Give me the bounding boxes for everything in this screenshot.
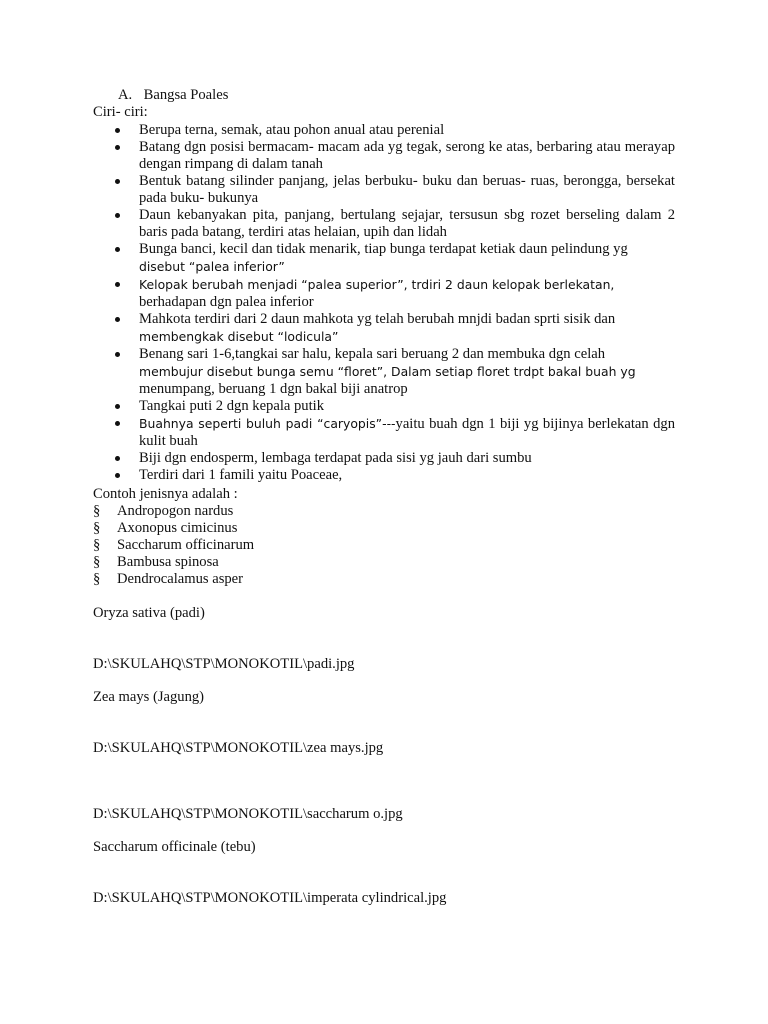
bullet-item: Batang dgn posisi bermacam- macam ada yg tegak, serong ke atas, berbaring atau merayap dengan rimpang di dalam tanah	[93, 139, 675, 173]
examples-label: Contoh jenisnya adalah :	[93, 486, 238, 502]
zea-line: Zea mays (Jagung)	[93, 689, 205, 705]
heading-label: A.	[118, 87, 133, 103]
saccharum-line: Saccharum officinale (tebu)	[93, 839, 256, 855]
bullet-item: Terdiri dari 1 famili yaitu Poaceae,	[93, 467, 675, 484]
section-heading	[118, 87, 228, 104]
bullet-item: Biji dgn endosperm, lembaga terdapat pada sisi yg jauh dari sumbu	[93, 450, 675, 467]
species-item: § Axonopus cimicinus	[93, 520, 238, 536]
bullet-item: Kelopak berubah menjadi “palea superior”, trdiri 2 daun kelopak berlekatan, berhadapan dgn palea inferior	[93, 276, 675, 311]
ciri-label: Ciri- ciri:	[93, 104, 148, 120]
padi-file-path: D:\SKULAHQ\STP\MONOKOTIL\padi.jpg	[93, 656, 355, 672]
characteristics-list	[93, 122, 675, 484]
bullet-item: Daun kebanyakan pita, panjang, bertulang sejajar, tersusun sbg rozet berseling dalam 2 baris pada batang, terdiri atas helaian, upih dan lidah	[93, 207, 675, 241]
species-item: § Bambusa spinosa	[93, 554, 219, 570]
species-list	[93, 503, 254, 588]
bullet-item: Berupa terna, semak, atau pohon anual atau perenial	[93, 122, 675, 139]
species-item: § Andropogon nardus	[93, 503, 234, 519]
bullet-item: Bentuk batang silinder panjang, jelas berbuku- buku dan beruas- ruas, berongga, bersekat pada buku- bukunya	[93, 173, 675, 207]
imperata-file-path: D:\SKULAHQ\STP\MONOKOTIL\imperata cylindrical.jpg	[93, 890, 447, 906]
species-item: § Dendrocalamus asper	[93, 571, 244, 587]
bullet-item: Mahkota terdiri dari 2 daun mahkota yg telah berubah mnjdi badan sprti sisik dan membengkak disebut “lodicula”	[93, 311, 675, 346]
bullet-item: Bunga banci, kecil dan tidak menarik, tiap bunga terdapat ketiak daun pelindung yg disebut “palea inferior”	[93, 241, 675, 276]
bullet-item: Buahnya seperti buluh padi “caryopis”---yaitu buah dgn 1 biji yg bijinya berlekatan dgn kulit buah	[93, 415, 675, 450]
bullet-item: Tangkai puti 2 dgn kepala putik	[93, 398, 675, 415]
heading-title: Bangsa Poales	[143, 87, 229, 103]
saccharum-file-path: D:\SKULAHQ\STP\MONOKOTIL\saccharum o.jpg	[93, 806, 403, 822]
zea-file-path: D:\SKULAHQ\STP\MONOKOTIL\zea mays.jpg	[93, 740, 384, 756]
species-item: § Saccharum officinarum	[93, 537, 255, 553]
oryza-line: Oryza sativa (padi)	[93, 605, 205, 621]
bullet-item: Benang sari 1-6,tangkai sar halu, kepala sari beruang 2 dan membuka dgn celah membujur disebut bunga semu “floret”, Dalam setiap floret trdpt bakal buah yg menumpang, beruang 1 dgn bakal biji anatrop	[93, 346, 675, 398]
